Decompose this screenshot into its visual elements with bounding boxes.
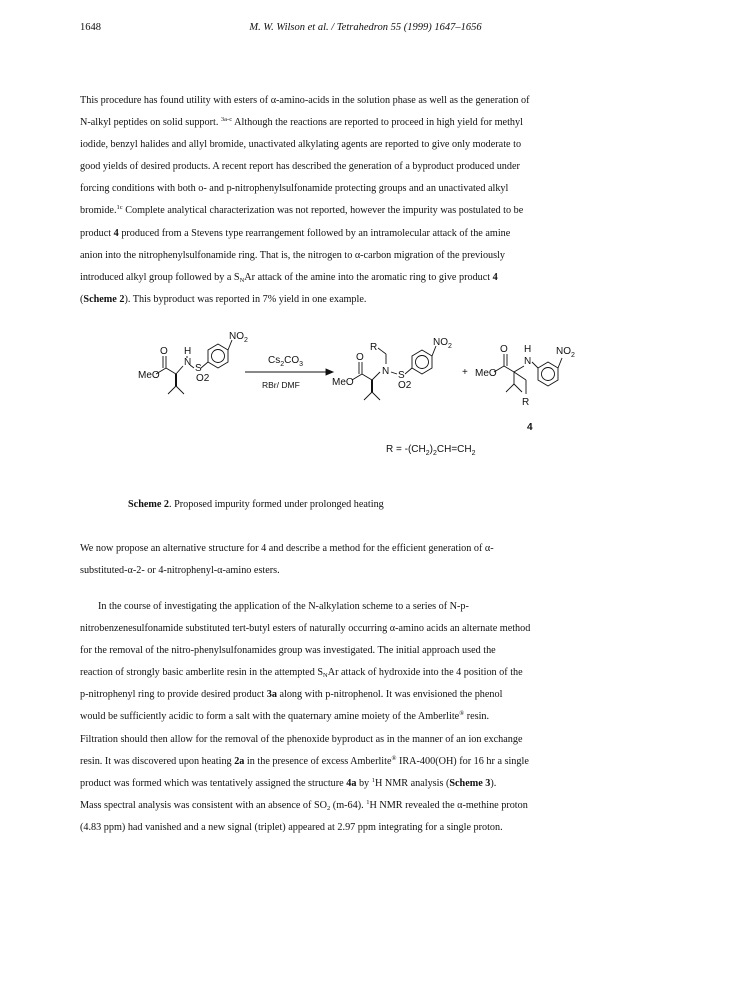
carbonyl-o-label: O <box>356 352 364 363</box>
text-line: Filtration should then allow for the removal of the phenoxide byproduct as in the manner of an ion exchange <box>80 733 523 745</box>
paragraph-2 <box>80 538 655 582</box>
arrow-head <box>326 369 333 375</box>
text-line: resin. It was discovered upon heating 2a in the presence of excess Amberlite® IRA-400(OH) for 16 hr a single <box>80 754 529 767</box>
aromatic-circle <box>542 368 555 381</box>
bond <box>176 366 183 374</box>
text-line: good yields of desired products. A recent report has described the generation of a byproduct produced under <box>80 161 520 173</box>
text-line: This procedure has found utility with esters of α-amino-acids in the solution phase as well as the generation of <box>80 95 530 106</box>
reaction-scheme-svg <box>80 330 655 480</box>
bond <box>514 366 524 372</box>
methoxy-label: MeO <box>475 368 497 379</box>
reagent-base: $Cs_2CO_3$ <box>268 355 304 368</box>
text-line: would be sufficiently acidic to form a salt with the quaternary amine moiety of the Amberlite® resin. <box>80 710 490 723</box>
aromatic-circle <box>416 356 429 369</box>
bond <box>532 362 538 368</box>
text-line: anion into the nitrophenylsulfonamide ring. That is, the nitrogen to α-carbon migration of the previously <box>80 249 506 261</box>
text-line: We now propose an alternative structure for 4 and describe a method for the efficient generation of α- <box>80 543 494 554</box>
bond <box>201 362 208 368</box>
carbonyl-o-label: O <box>500 344 508 355</box>
methoxy-label: MeO <box>332 377 354 388</box>
r-group-definition: $R = -(CH_2)_2CH=CH_2$ <box>386 444 476 457</box>
reaction-arrow <box>245 355 333 390</box>
aromatic-circle <box>212 350 225 363</box>
text-line: In the course of investigating the application of the N-alkylation scheme to a series of N-p- <box>98 601 469 612</box>
scheme-caption <box>128 499 384 510</box>
text-line: product 4 produced from a Stevens type rearrangement followed by an intramolecular attack of the amine <box>80 227 511 239</box>
text-line: product was formed which was tentatively assigned the structure 4a by $^1$H NMR analysis (Scheme 3). <box>80 776 497 789</box>
caption-text: . Proposed impurity formed under prolonged heating <box>169 499 384 510</box>
bond <box>166 368 176 374</box>
running-title: M. W. Wilson et al. / Tetrahedron 55 (1999) 1647–1656 <box>249 22 482 33</box>
benzene-ring <box>208 344 228 368</box>
text-line: reaction of strongly basic amberlite resin in the attempted $S_NAr$ attack of hydroxide into the 4 position of the <box>80 667 523 680</box>
product-4 <box>475 344 575 433</box>
bond <box>506 384 514 392</box>
scheme-ref[interactable]: Scheme 2 <box>83 293 125 305</box>
text-line: (4.83 ppm) had vanished and a new signal (triplet) appeared at 2.97 ppm integrating for a single proton. <box>80 821 503 833</box>
page-number: 1648 <box>80 22 101 33</box>
bond <box>391 372 397 374</box>
text-line: (Scheme 2). This byproduct was reported in 7% yield in one example. <box>80 293 367 305</box>
sulfur-label: S <box>195 363 202 374</box>
bond <box>362 374 372 380</box>
nitro-label: $NO_2$ <box>433 337 452 350</box>
methoxy-label: MeO <box>138 370 160 381</box>
bond <box>176 386 184 394</box>
nitro-label: $NO_2$ <box>556 346 575 359</box>
text-line: N-alkyl peptides on solid support. $^{3a-c}$ Although the reactions are reported to proceed in high yield for methyl <box>80 116 523 129</box>
sulfur-label: S <box>398 370 405 381</box>
page-header <box>0 22 731 38</box>
hydrogen-label: H <box>184 346 192 357</box>
text-line: p-nitrophenyl ring to provide desired product 3a along with p-nitrophenol. It was envisioned the phenol <box>80 689 503 701</box>
compound-number-label: 4 <box>527 422 533 433</box>
bond <box>372 392 380 400</box>
paragraph-3 <box>80 596 655 839</box>
hydrogen-label: H <box>524 344 532 355</box>
text-line: Mass spectral analysis was consistent with an absence of $SO_2$ (m-64). $^1$H NMR revealed the α-methine proton <box>80 798 528 812</box>
bond <box>372 372 380 380</box>
text-line: substituted-α-2- or 4-nitrophenyl-α-amino esters. <box>80 565 280 577</box>
reagent-conditions: RBr/ DMF <box>262 380 300 390</box>
text-line: for the removal of the nitro-phenylsulfonamides group was investigated. The initial approach used the <box>80 645 496 657</box>
citation-ref[interactable]: 1c <box>116 204 123 212</box>
text-line: nitrobenzenesulfonamide substituted tert-butyl esters of naturally occurring α-amino acids an alternate method <box>80 623 531 635</box>
bond <box>168 386 176 394</box>
bond <box>514 384 522 392</box>
nitrogen-label: N <box>184 357 192 368</box>
text-line: forcing conditions with both o- and p-nitrophenylsulfonamide protecting groups and an unactivated alkyl <box>80 183 509 195</box>
bond <box>514 372 526 380</box>
benzene-ring <box>538 362 558 386</box>
bond <box>558 358 562 368</box>
benzene-ring <box>412 350 432 374</box>
text-line: bromide.$^{1c}$ Complete analytical characterization was not reported, however the impurity was postulated to be <box>80 204 524 217</box>
paragraph-1 <box>80 90 655 311</box>
sulfonyl-o2-label: O2 <box>398 380 412 391</box>
plus-sign: + <box>462 367 468 378</box>
carbonyl-o-label: O <box>160 346 168 357</box>
r-group-label: R <box>370 342 378 353</box>
text-line: iodide, benzyl halides and allyl bromide, unactivated alkylating agents are reported to give only moderate to <box>80 139 522 151</box>
sulfonyl-o2-label: O2 <box>196 373 210 384</box>
nitrogen-label: N <box>524 356 532 367</box>
nitro-label: $NO_2$ <box>229 331 248 344</box>
caption-label: Scheme 2 <box>128 499 170 510</box>
bond <box>504 366 514 372</box>
bond <box>364 392 372 400</box>
scheme-2-figure <box>80 330 655 480</box>
nitrogen-label: N <box>382 366 390 377</box>
starting-material <box>138 331 248 394</box>
bond <box>405 368 412 374</box>
r-group-label: R <box>522 397 530 408</box>
citation-ref[interactable]: 3a-c <box>220 116 233 124</box>
text-line: introduced alkyl group followed by a $S_NAr$ attack of the amine into the aromatic ring to give product 4 <box>80 271 498 284</box>
intermediate-product <box>332 337 452 400</box>
bond <box>378 348 386 354</box>
scheme-ref[interactable]: Scheme 3 <box>449 777 491 789</box>
